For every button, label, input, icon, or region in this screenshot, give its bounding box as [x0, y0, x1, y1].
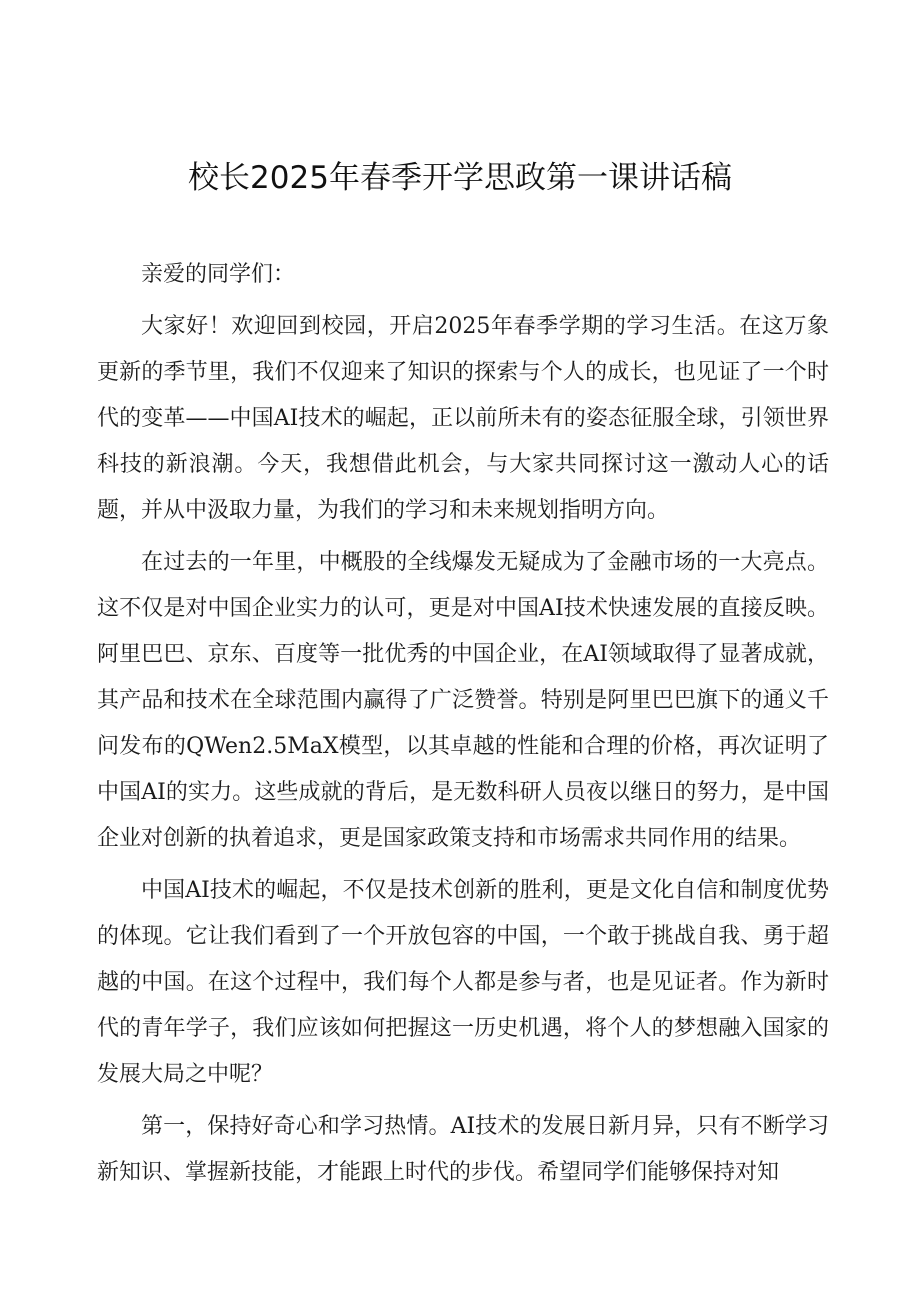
body-paragraph: 大家好！欢迎回到校园，开启2025年春季学期的学习生活。在这万象更新的季节里，我们不仅迎来了知识的探索与个人的成长，也见证了一个时代的变革——中国AI技术的崛起，正以前所未有的姿态征服全球，引领世界科技的新浪潮。今天，我想借此机会，与大家共同探讨这一激动人心的话题，并从中汲取力量，为我们的学习和未来规划指明方向。 — [97, 314, 829, 523]
body-paragraph: 中国AI技术的崛起，不仅是技术创新的胜利，更是文化自信和制度优势的体现。它让我们看到了一个开放包容的中国，一个敢于挑战自我、勇于超越的中国。在这个过程中，我们每个人都是参与者，也是见证者。作为新时代的青年学子，我们应该如何把握这一历史机遇，将个人的梦想融入国家的发展大局之中呢？ — [97, 878, 829, 1087]
greeting-paragraph: 亲爱的同学们： — [141, 262, 296, 287]
document-body — [97, 252, 829, 1202]
body-paragraph: 在过去的一年里，中概股的全线爆发无疑成为了金融市场的一大亮点。这不仅是对中国企业实力的认可，更是对中国AI技术快速发展的直接反映。阿里巴巴、京东、百度等一批优秀的中国企业，在AI领域取得了显著成就，其产品和技术在全球范围内赢得了广泛赞誉。特别是阿里巴巴旗下的通义千问发布的QWen2.5MaX模型，以其卓越的性能和合理的价格，再次证明了中国AI的实力。这些成就的背后，是无数科研人员夜以继日的努力，是中国企业对创新的执着追求，更是国家政策支持和市场需求共同作用的结果。 — [97, 550, 829, 851]
body-paragraph: 第一，保持好奇心和学习热情。AI技术的发展日新月异，只有不断学习新知识、掌握新技能，才能跟上时代的步伐。希望同学们能够保持对知 — [97, 1114, 829, 1185]
document-title: 校长2025年春季开学思政第一课讲话稿 — [188, 160, 732, 196]
